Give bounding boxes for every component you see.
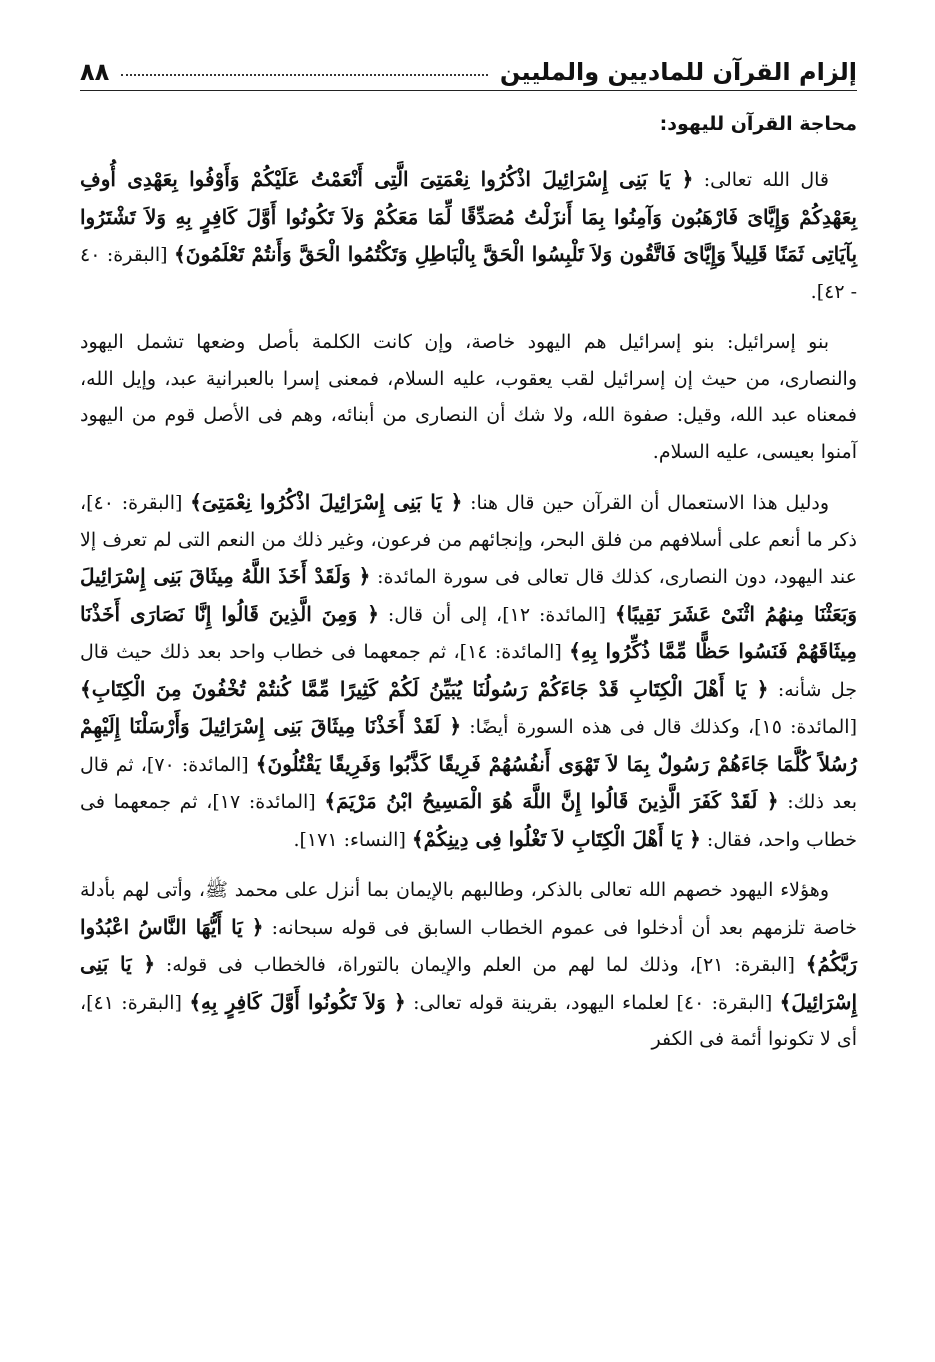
page-number: ٨٨ <box>80 58 110 86</box>
text-run: [المائدة: ١٢]، إلى أن قال: <box>378 603 615 626</box>
paragraph-2: بنو إسرائيل: بنو إسرائيل هم اليهود خاصة، وإن كانت الكلمة بأصل وضعها تشمل اليهود والنصارى، من حيث إن إسرائيل لقب يعقوب، عليه السلام، فمعنى إسرا بالعبرانية عبد، وإيل الله، فمعناه عبد الله، وقيل: صفوة الله، ولا شك أن النصارى من أبنائه، وهم فى الأصل قوم من اليهود آمنوا بعيسى، عليه السلام. <box>80 331 857 463</box>
quran-verse: ﴿ لَقَدْ أَخَذْنَا مِيثَاقَ بَنِى إِسْرَائِيلَ وَأَرْسَلْنَا إِلَيْهِمْ رُسُلاً كُلَّمَا جَاءَهُمْ رَسُولٌ بِمَا لاَ تَهْوَى أَنفُسُهُمْ فَرِيقًا كَذَّبُوا وَفَرِيقًا يَقْتُلُونَ﴾ <box>80 714 857 776</box>
quran-verse: ﴿ يَا أَيُّهَا النَّاسُ اعْبُدُوا رَبَّكُمُ﴾ <box>80 914 858 976</box>
text-run: وهؤلاء اليهود خصهم الله تعالى بالذكر، وطالبهم بالإيمان بما أنزل على محمد ﷺ، وأتى لهم بأدلة خاصة تلزمهم بعد أن أدخلوا فى عموم الخطاب السابق فى قوله سبحانه: <box>80 879 857 939</box>
quran-verse: ﴿ يَا بَنِى إِسْرَائِيلَ اذْكُرُوا نِعْمَتِىَ الَّتِى أَنْعَمْتُ عَلَيْكُمْ وَأَوْفُوا بِعَهْدِى أُوفِ بِعَهْدِكُمْ وَإِيَّاىَ فَارْهَبُون وَآمِنُوا بِمَا أَنزَلْتُ مُصَدِّقًا لِّمَا مَعَكُمْ وَلاَ تَكُونُوا أَوَّلَ كَافِرٍ بِهِ وَلاَ تَشْتَرُوا بِآيَاتِى ثَمَنًا قَلِيلاً وَإِيَّاىَ فَاتَّقُون وَلاَ تَلْبِسُوا الْحَقَّ بِالْبَاطِلِ وَتَكْتُمُوا الْحَقَّ وَأَنتُمْ تَعْلَمُونَ﴾ <box>80 167 858 266</box>
text-run: [المائدة: ١٤]، ثم جمعهما فى خطاب واحد بعد ذلك حيث قال جل شأنه: <box>80 641 857 701</box>
quran-verse: ﴿ يَا أَهْلَ الْكِتَابِ لاَ تَغْلُوا فِى دِينِكُمْ﴾ <box>411 826 701 851</box>
page-body <box>80 105 857 1058</box>
paragraph-4 <box>80 872 857 1058</box>
text-run: [البقرة: ٤٠ - ٤٢]. <box>80 244 857 303</box>
page-header <box>80 44 857 91</box>
paragraph-3 <box>80 484 857 858</box>
quran-verse: ﴿ يَا أَهْلَ الْكِتَابِ قَدْ جَاءَكُمْ رَسُولُنَا يُبَيِّنُ لَكُمْ كَثِيرًا مِّمَّا كُنتُمْ تُخْفُونَ مِنَ الْكِتَابِ﴾ <box>80 676 769 701</box>
quran-verse: ﴿ وَلاَ تَكُونُوا أَوَّلَ كَافِرٍ بِهِ﴾ <box>189 989 406 1014</box>
quran-verse: ﴿ لَقَدْ كَفَرَ الَّذِينَ قَالُوا إِنَّ اللَّهَ هُوَ الْمَسِيحُ ابْنُ مَرْيَمَ﴾ <box>324 789 779 813</box>
running-title: إلزام القرآن للماديين والمليين <box>499 58 857 86</box>
quran-verse: ﴿ وَمِنَ الَّذِينَ قَالُوا إِنَّا نَصَارَى أَخَذْنَا مِيثَاقَهُمْ فَنَسُوا حَظًّا مِّمَّا ذُكِّرُوا بِهِ﴾ <box>80 601 857 663</box>
text-run: [المائدة: ٧٠]، ثم قال بعد ذلك: <box>80 753 857 813</box>
text-run: [النساء: ١٧١]. <box>293 828 412 851</box>
text-run: [البقرة: ٤٠]، ذكر ما أنعم على أسلافهم من فلق البحر، وإنجائهم من فرعون، وغير ذلك من النعم التى لم تعرف إلا عند اليهود، دون النصارى، كذلك قال تعالى فى سورة المائدة: <box>80 492 857 588</box>
quran-verse: ﴿ وَلَقَدْ أَخَذَ اللَّهُ مِيثَاقَ بَنِى إِسْرَائِيلَ وَبَعَثْنَا مِنهُمُ اثْنَىْ عَشَرَ نَقِيبًا﴾ <box>80 564 858 626</box>
paragraph-1 <box>80 161 857 310</box>
text-run: قال الله تعالى: <box>693 169 829 191</box>
quran-verse: ﴿ يَا بَنِى إِسْرَائِيلَ اذْكُرُوا نِعْمَتِىَ﴾ <box>190 490 463 514</box>
text-run: [البقرة: ٢١]، وذلك لما لهم من العلم والإيمان بالتوراة، فالخطاب فى قوله: <box>155 954 806 976</box>
text-run: [البقرة: ٤١]، أى لا تكونوا أئمة فى الكفر <box>80 991 857 1050</box>
text-run: [المائدة: ١٥]، وكذلك قال فى هذه السورة أيضًا: <box>461 716 857 738</box>
text-run: [المائدة: ١٧]، ثم جمعهما فى خطاب واحد، فقال: <box>80 791 857 851</box>
text-run: [البقرة: ٤٠] لعلماء اليهود، بقرينة قوله تعالى: <box>405 991 780 1014</box>
header-dot-leader <box>121 74 488 76</box>
section-title: محاجة القرآن لليهود: <box>659 113 857 135</box>
text-run: ودليل هذا الاستعمال أن القرآن حين قال هنا: <box>462 492 829 514</box>
quran-verse: ﴿ يَا بَنِى إِسْرَائِيلَ﴾ <box>80 952 857 1014</box>
